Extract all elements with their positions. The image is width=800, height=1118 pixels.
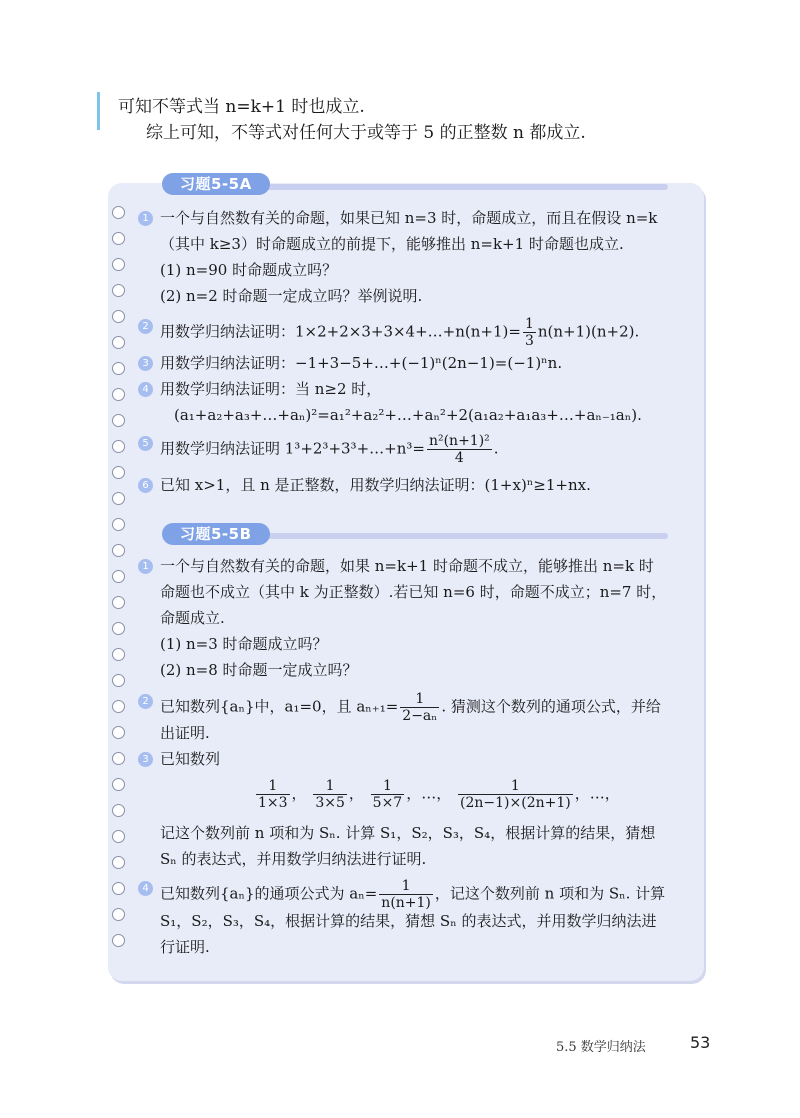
problem-b3-line3: Sₙ 的表达式，并用数学归纳法进行证明. — [160, 850, 427, 868]
binder-ring — [112, 492, 125, 505]
binder-ring — [112, 752, 125, 765]
intro-line-2: 综上可知，不等式对任何大于或等于 5 的正整数 n 都成立. — [146, 123, 586, 143]
intro-line-1: 可知不等式当 n=k+1 时也成立. — [118, 97, 365, 117]
exercise-b-title: 习题5-5B — [162, 523, 270, 545]
number-badge: 4 — [138, 881, 153, 896]
problem-a4: 4 用数学归纳法证明：当 n≥2 时， — [160, 379, 381, 399]
fraction: $\frac{1}{3\times 5}$ — [315, 778, 345, 811]
problem-b3: 3 已知数列 — [160, 749, 220, 769]
fraction: $\frac{\text{n²(n+1)²}}{4}$ — [428, 433, 490, 466]
footer-section: 5.5 数学归纳法 — [556, 1040, 646, 1055]
binder-ring — [112, 596, 125, 609]
binder-ring — [112, 830, 125, 843]
problem-b2: 2 已知数列{aₙ}中，a₁=0，且 aₙ₊₁= $\frac{1}{\text{2−aₙ}}$ . 猜测这个数列的通项公式，并给 — [160, 691, 661, 724]
problem-a6: 6 已知 x>1，且 n 是正整数，用数学归纳法证明：(1+x)ⁿ≥1+nx. — [160, 475, 591, 495]
problem-b1-line5: (2) n=8 时命题一定成立吗？ — [160, 661, 358, 679]
binder-ring — [112, 778, 125, 791]
binder-ring — [112, 518, 125, 531]
binder-ring — [112, 570, 125, 583]
page-number: 53 — [690, 1033, 711, 1052]
binder-ring — [112, 232, 125, 245]
number-badge: 3 — [138, 752, 153, 767]
binder-ring — [112, 882, 125, 895]
binder-ring — [112, 310, 125, 323]
number-badge: 3 — [138, 356, 153, 371]
exercise-panel — [108, 175, 704, 981]
problem-b4-line3: 行证明. — [160, 938, 210, 956]
problem-a1-line2: （其中 k≥3）时命题成立的前提下，能够推出 n=k+1 时命题也成立. — [160, 235, 624, 253]
problem-a1-line3: (1) n=90 时命题成立吗？ — [160, 261, 338, 279]
binder-ring — [112, 856, 125, 869]
number-badge: 1 — [138, 559, 153, 574]
binder-ring — [112, 908, 125, 921]
binder-ring — [112, 726, 125, 739]
binder-ring — [112, 466, 125, 479]
sequence-row: $\frac{1}{1\times 3}$ ， $\frac{1}{3\times 5}$ ， $\frac{1}{5\times 7}$ ，…， $\frac{1}{(2n-1)\times(2n+1)}$ ，…， — [258, 778, 620, 811]
binder-ring — [112, 284, 125, 297]
binder-ring — [112, 362, 125, 375]
fraction: $\frac{1}{(2n-1)\times(2n+1)}$ — [460, 778, 571, 811]
problem-a1: 1 一个与自然数有关的命题，如果已知 n=3 时，命题成立，而且在假设 n=k — [160, 208, 657, 228]
problem-a1-line4: (2) n=2 时命题一定成立吗？举例说明. — [160, 287, 423, 305]
problem-b4: 4 已知数列{aₙ}的通项公式为 aₙ= $\frac{1}{n(n+1)}$ ，记这个数列前 n 项和为 Sₙ. 计算 — [160, 878, 665, 911]
problem-a3: 3 用数学归纳法证明：−1+3−5+…+(−1)ⁿ(2n−1)=(−1)ⁿn. — [160, 353, 562, 373]
problem-b2-line2: 出证明. — [160, 724, 210, 742]
binder-ring — [112, 544, 125, 557]
binder-ring — [112, 206, 125, 219]
fraction: $\frac{1}{n(n+1)}$ — [381, 878, 431, 911]
number-badge: 1 — [138, 211, 153, 226]
problem-b4-line2: S₁，S₂，S₃，S₄，根据计算的结果，猜想 Sₙ 的表达式，并用数学归纳法进 — [160, 912, 657, 930]
problem-a5: 5 用数学归纳法证明 1³+2³+3³+…+n³= $\frac{\text{n²(n+1)²}}{4}$ . — [160, 433, 499, 466]
binder-ring — [112, 414, 125, 427]
binder-ring — [112, 934, 125, 947]
binder-ring — [112, 336, 125, 349]
problem-b1-line2: 命题也不成立（其中 k 为正整数）.若已知 n=6 时，命题不成立；n=7 时， — [160, 583, 667, 601]
binder-ring — [112, 622, 125, 635]
fraction: $\frac{1}{1\times 3}$ — [258, 778, 288, 811]
number-badge: 2 — [138, 319, 153, 334]
binder-ring — [112, 440, 125, 453]
binder-ring — [112, 648, 125, 661]
problem-b1: 1 一个与自然数有关的命题，如果 n=k+1 时命题不成立，能够推出 n=k 时 — [160, 556, 654, 576]
margin-bar — [97, 92, 100, 130]
binder-ring — [112, 700, 125, 713]
binder-ring — [112, 388, 125, 401]
exercise-a-title: 习题5-5A — [162, 173, 270, 195]
problem-b3-line2: 记这个数列前 n 项和为 Sₙ. 计算 S₁，S₂，S₃，S₄，根据计算的结果，猜想 — [160, 824, 656, 842]
problem-a4-line2: (a₁+a₂+a₃+…+aₙ)²=a₁²+a₂²+…+aₙ²+2(a₁a₂+a₁a₃+…+aₙ₋₁aₙ). — [174, 406, 642, 424]
fraction: $\frac{1}{5\times 7}$ — [372, 778, 403, 811]
problem-b1-line3: 命题成立. — [160, 609, 225, 627]
binder-ring — [112, 674, 125, 687]
binder-ring — [112, 258, 125, 271]
problem-b1-line4: (1) n=3 时命题成立吗？ — [160, 635, 328, 653]
fraction: $\frac{1}{\text{2−aₙ}}$ — [402, 691, 438, 724]
binder-ring — [112, 804, 125, 817]
problem-a2: 2 用数学归纳法证明：1×2+2×3+3×4+…+n(n+1)= $\frac{1}{3}$ n(n+1)(n+2). — [160, 316, 639, 349]
number-badge: 5 — [138, 436, 153, 451]
fraction: $\frac{1}{3}$ — [524, 316, 534, 349]
number-badge: 2 — [138, 694, 153, 709]
number-badge: 4 — [138, 382, 153, 397]
number-badge: 6 — [138, 478, 153, 493]
